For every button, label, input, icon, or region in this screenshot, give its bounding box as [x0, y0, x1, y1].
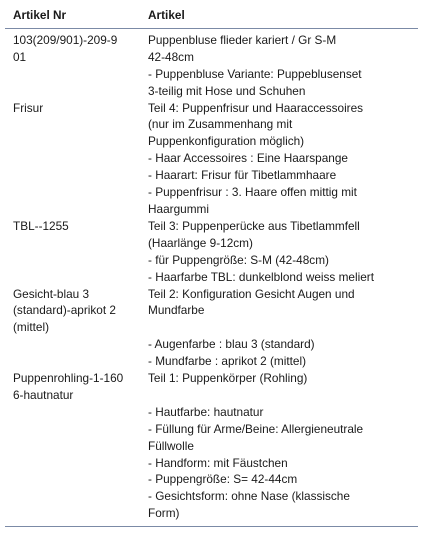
artikel-line: - Haar Accessoires : Eine Haarspange [148, 151, 348, 166]
artikel-cell [140, 218, 418, 286]
header-artikel-nr: Artikel Nr [5, 6, 140, 28]
artikel-line: - Augenfarbe : blau 3 (standard) [148, 337, 315, 352]
artikel-line [148, 319, 418, 336]
artikel-line: - Haarart: Frisur für Tibetlammhaare [148, 168, 337, 183]
artikel-line: Puppenkonfiguration möglich) [148, 134, 305, 149]
artikel-nr-cell [5, 286, 140, 371]
article-table [5, 6, 418, 527]
artikel-line: Form) [148, 506, 180, 521]
table-row [5, 370, 418, 527]
artikel-line: 3-teilig mit Hose und Schuhen [148, 83, 306, 98]
artikel-line: Teil 4: Puppenfrisur und Haaraccessoires [148, 100, 364, 115]
artikel-line: - Puppenbluse Variante: Puppeblusenset [148, 66, 362, 81]
artikel-nr-line: Gesicht-blau 3 [13, 286, 90, 301]
artikel-nr-cell [5, 28, 140, 99]
artikel-nr-line: Puppenrohling-1-160 [13, 371, 124, 386]
artikel-line: - Hautfarbe: hautnatur [148, 404, 264, 419]
artikel-line: - Haarfarbe TBL: dunkelblond weiss meliert [148, 269, 374, 284]
artikel-cell [140, 100, 418, 218]
artikel-line: (Haarlänge 9-12cm) [148, 235, 253, 250]
artikel-nr-line: (mittel) [13, 320, 50, 335]
artikel-line: Füllwolle [148, 438, 194, 453]
artikel-line: - Puppengröße: S= 42-44cm [148, 472, 298, 487]
artikel-nr-line: 103(209/901)-209-9 [13, 32, 118, 47]
artikel-line: - Füllung für Arme/Beine: Allergieneutrale [148, 421, 364, 436]
table-row [5, 218, 418, 286]
table-body [5, 28, 418, 526]
artikel-line: Teil 1: Puppenkörper (Rohling) [148, 371, 308, 386]
artikel-nr-cell [5, 370, 140, 527]
artikel-line: Teil 3: Puppenperücke aus Tibetlammfell [148, 218, 360, 233]
artikel-line [148, 387, 418, 404]
artikel-line: - Gesichtsform: ohne Nase (klassische [148, 489, 350, 504]
header-artikel: Artikel [140, 6, 418, 28]
table-row [5, 286, 418, 371]
table-header-row [5, 6, 418, 28]
artikel-line: Teil 2: Konfiguration Gesicht Augen und [148, 286, 355, 301]
artikel-cell [140, 286, 418, 371]
artikel-line: (nur im Zusammenhang mit [148, 117, 293, 132]
artikel-line: - Puppenfrisur : 3. Haare offen mittig mit [148, 185, 357, 200]
artikel-line: - Handform: mit Fäustchen [148, 455, 288, 470]
artikel-nr-line: (standard)-aprikot 2 [13, 303, 116, 318]
artikel-nr-line: TBL--1255 [13, 218, 69, 233]
artikel-nr-line: 01 [13, 49, 27, 64]
artikel-nr-cell [5, 218, 140, 286]
artikel-line: - für Puppengröße: S-M (42-48cm) [148, 252, 329, 267]
artikel-line: Mundfarbe [148, 303, 205, 318]
artikel-line: Haargummi [148, 201, 209, 216]
artikel-line: 42-48cm [148, 49, 194, 64]
artikel-nr-line: 6-hautnatur [13, 387, 74, 402]
table-row [5, 100, 418, 218]
table-row [5, 28, 418, 99]
artikel-cell [140, 28, 418, 99]
artikel-nr-cell [5, 100, 140, 218]
artikel-line: - Mundfarbe : aprikot 2 (mittel) [148, 354, 307, 369]
artikel-line: Puppenbluse flieder kariert / Gr S-M [148, 32, 337, 47]
artikel-cell [140, 370, 418, 527]
artikel-nr-line: Frisur [13, 100, 44, 115]
